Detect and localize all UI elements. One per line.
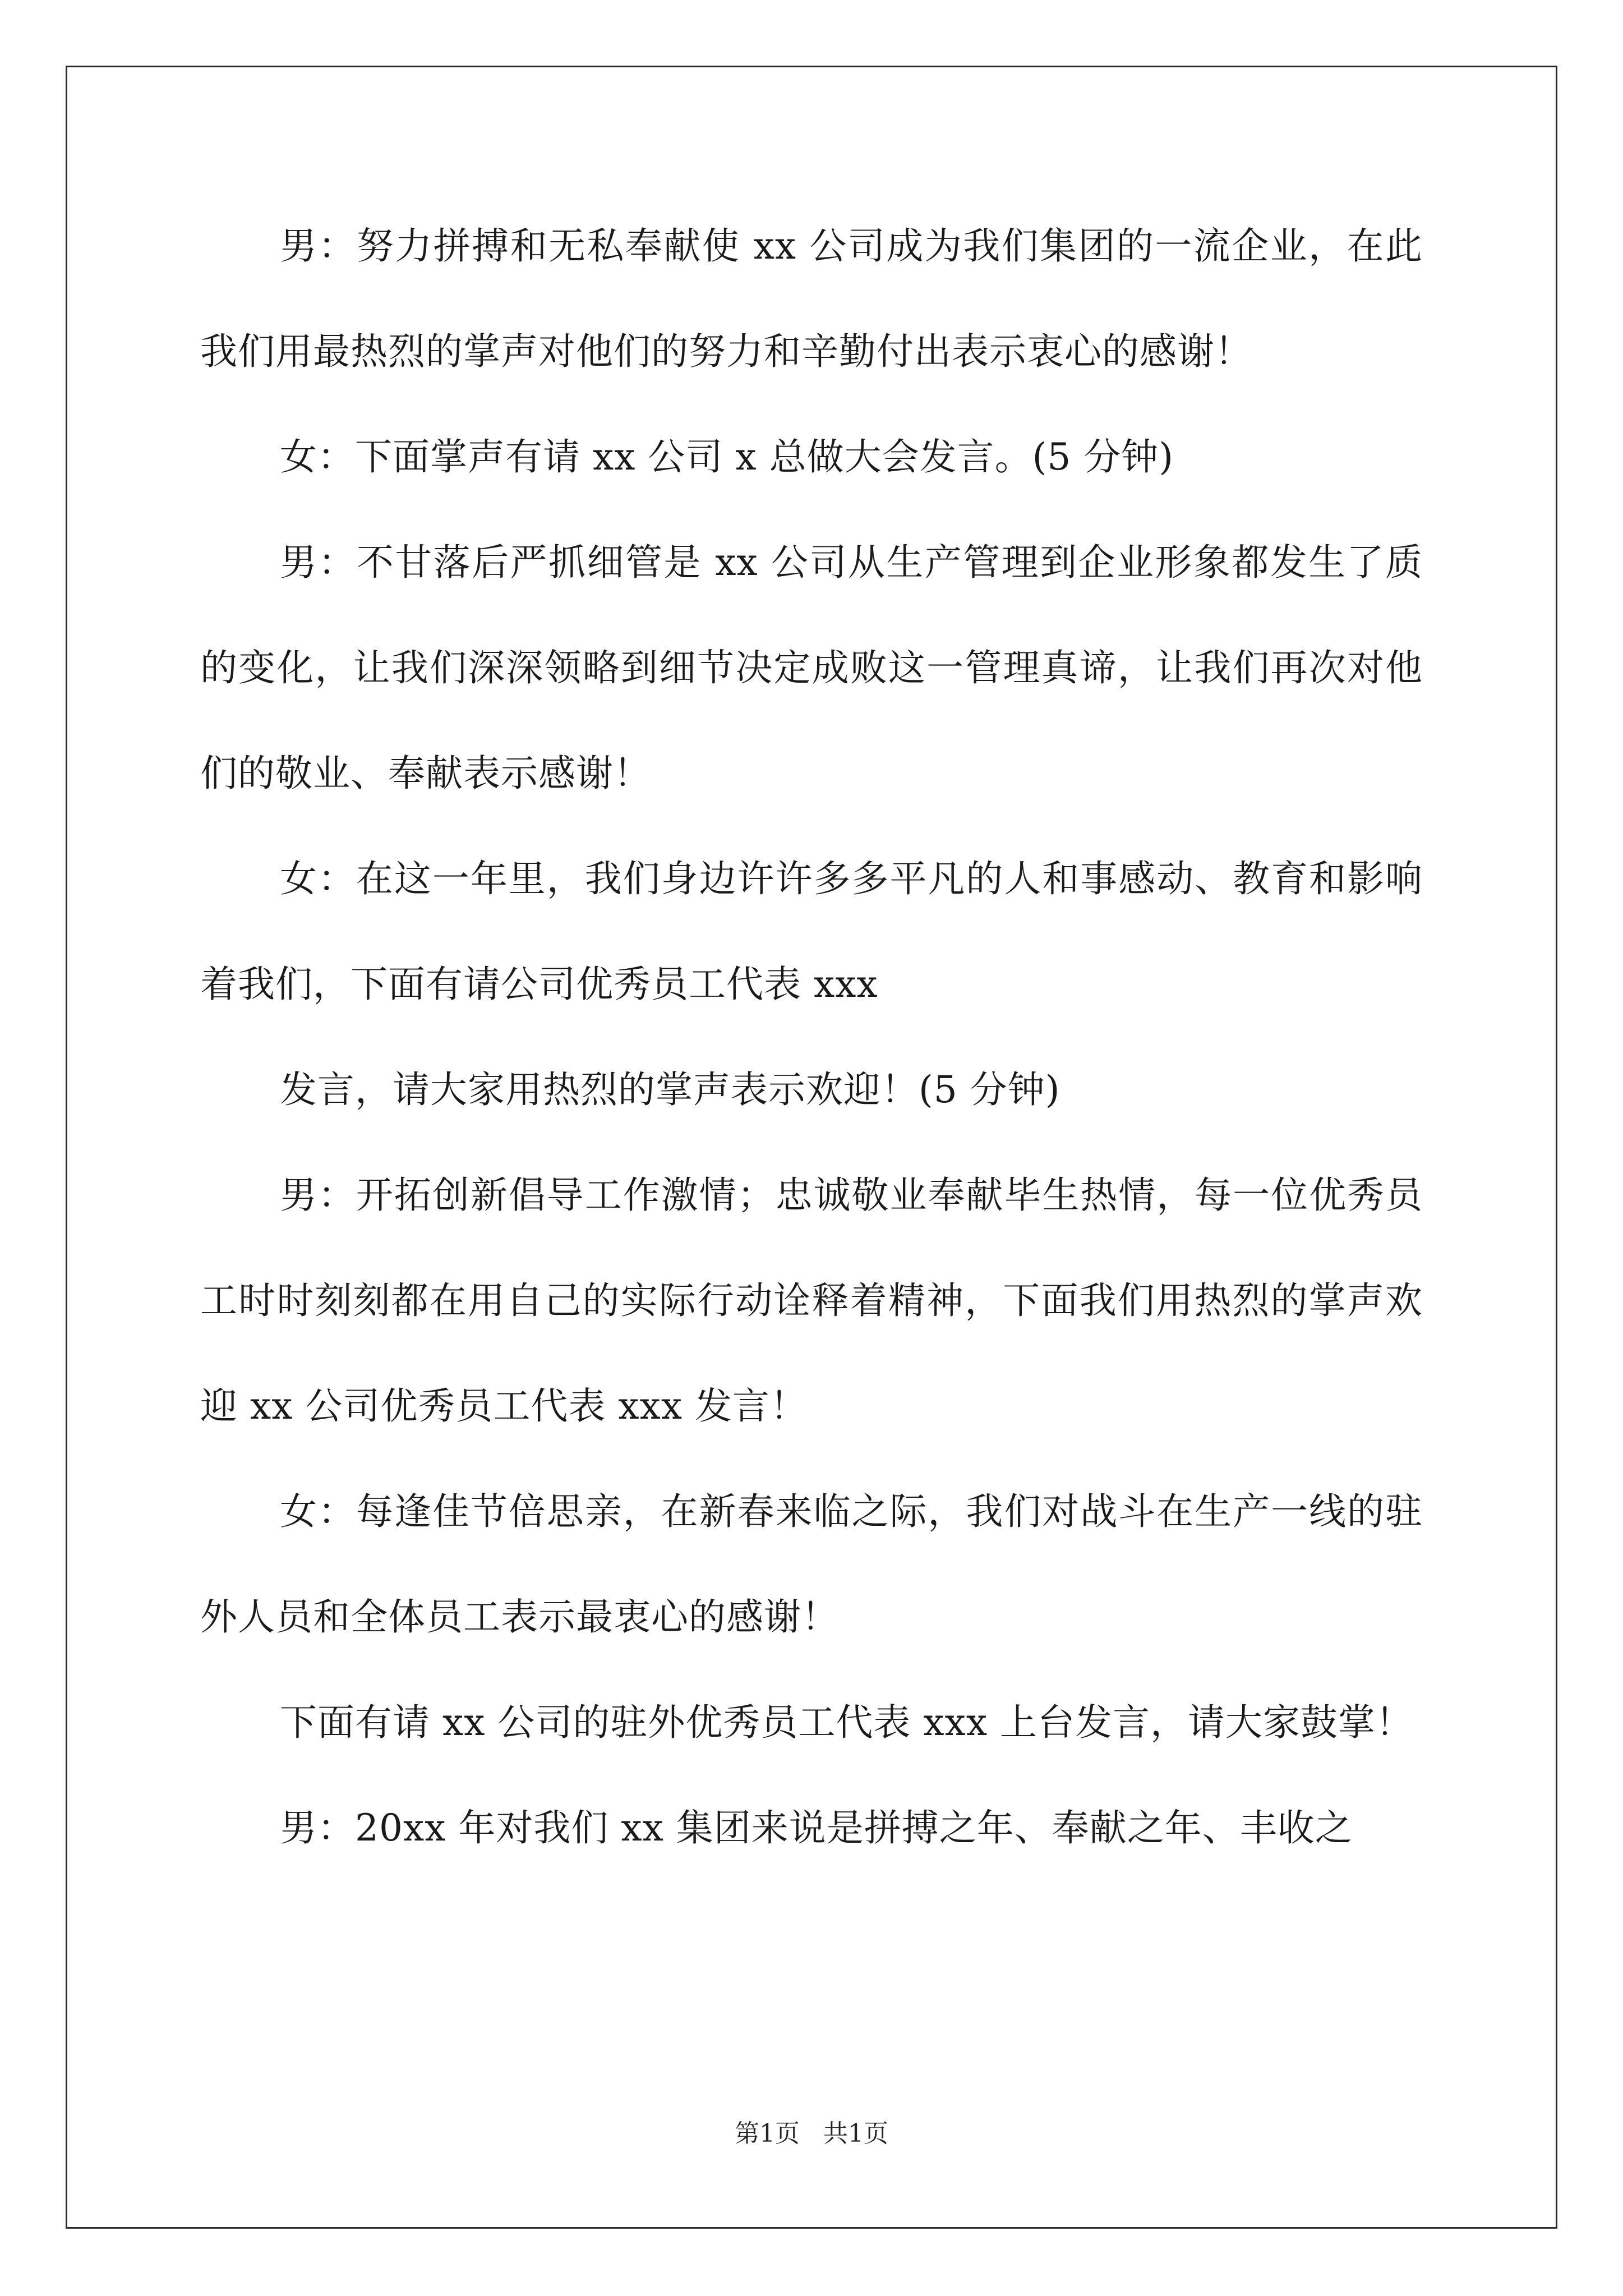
paragraph: 男：努力拼搏和无私奉献使 xx 公司成为我们集团的一流企业，在此我们用最热烈的掌声对他们的努力和辛勤付出表示衷心的感谢！ (200, 224, 1423, 373)
page-number-label: 第1页 共1页 (735, 2119, 888, 2148)
paragraph: 男：开拓创新倡导工作激情；忠诚敬业奉献毕生热情，每一位优秀员工时时刻刻都在用自己的实际行动诠释着精神，下面我们用热烈的掌声欢迎 xx 公司优秀员工代表 xxx 发言！ (200, 1174, 1423, 1428)
paragraph: 女：每逢佳节倍思亲，在新春来临之际，我们对战斗在生产一线的驻外人员和全体员工表示最衷心的感谢！ (200, 1490, 1423, 1639)
paragraph: 男：不甘落后严抓细管是 xx 公司从生产管理到企业形象都发生了质的变化，让我们深深领略到细节决定成败这一管理真谛，让我们再次对他们的敬业、奉献表示感谢！ (200, 541, 1423, 795)
document-body (200, 194, 1423, 1881)
paragraph: 女：在这一年里，我们身边许许多多平凡的人和事感动、教育和影响着我们，下面有请公司优秀员工代表 xxx (200, 857, 1423, 1006)
paragraph: 发言，请大家用热烈的掌声表示欢迎！(5 分钟) (280, 1068, 1061, 1111)
paragraph: 男：20xx 年对我们 xx 集团来说是拼搏之年、奉献之年、丰收之 (280, 1806, 1353, 1849)
paragraph: 女：下面掌声有请 xx 公司 x 总做大会发言。(5 分钟) (280, 435, 1174, 478)
paragraph: 下面有请 xx 公司的驻外优秀员工代表 xxx 上台发言，请大家鼓掌！ (280, 1701, 1414, 1744)
page-footer (0, 2117, 1623, 2151)
